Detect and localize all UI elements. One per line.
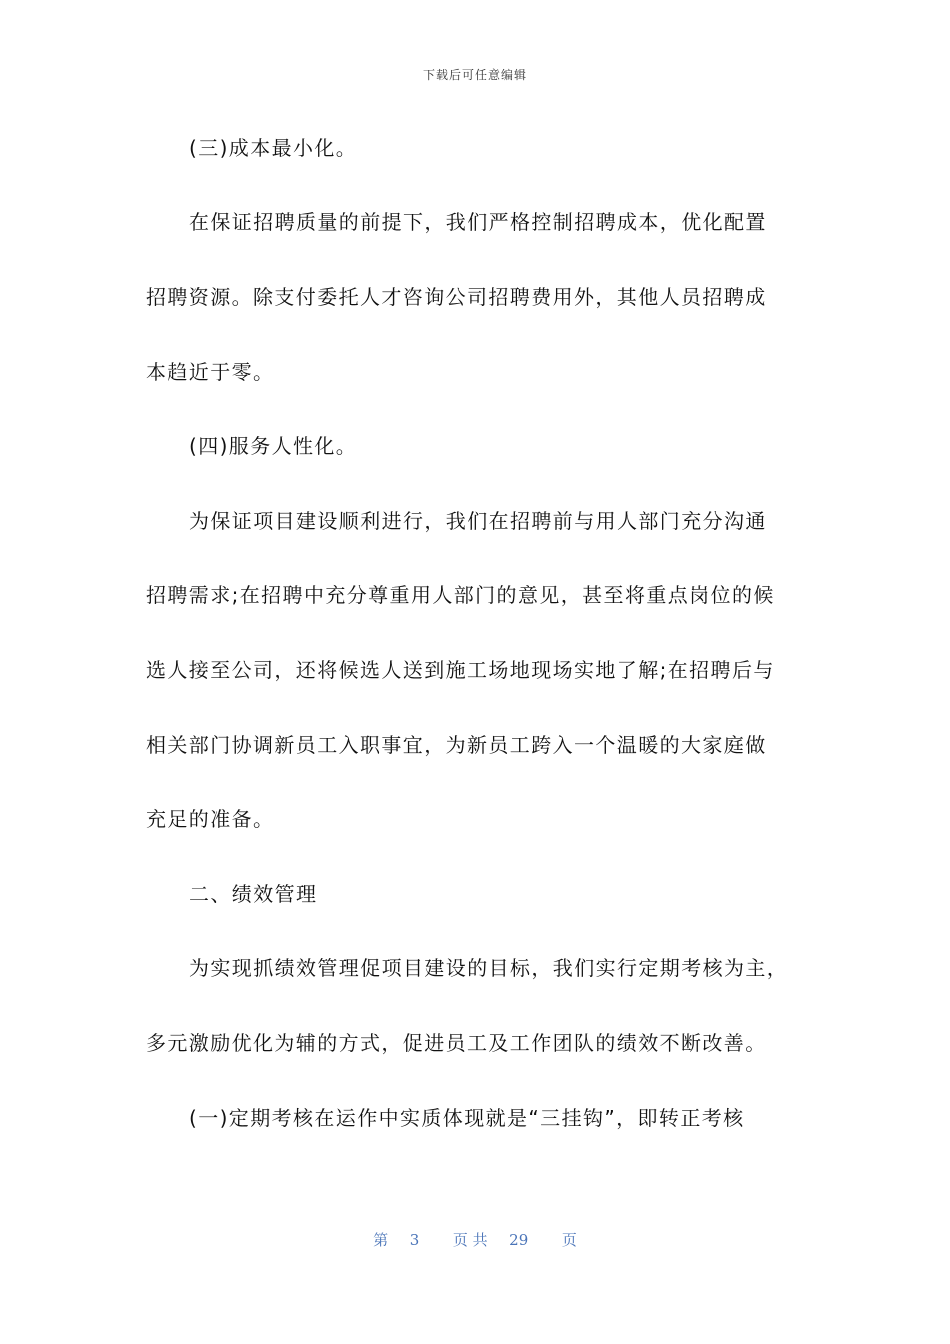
section-heading-cost: (三)成本最小化。 (189, 136, 358, 160)
section-heading-performance: 二、绩效管理 (189, 882, 318, 906)
current-page-number: 3 (409, 1231, 420, 1249)
paragraph-line: 招聘资源。除支付委托人才咨询公司招聘费用外，其他人员招聘成 (146, 285, 767, 309)
footer-prefix: 第 (373, 1231, 389, 1249)
paragraph-line: 为保证项目建设顺利进行，我们在招聘前与用人部门充分沟通 (189, 509, 767, 533)
paragraph-line: 选人接至公司，还将候选人送到施工场地现场实地了解;在招聘后与 (146, 658, 775, 682)
paragraph-line: 招聘需求;在招聘中充分尊重用人部门的意见，甚至将重点岗位的候 (146, 583, 775, 607)
footer-suffix: 页 (561, 1231, 577, 1249)
page-footer (0, 1229, 950, 1250)
paragraph-line: 多元激励优化为辅的方式，促进员工及工作团队的绩效不断改善。 (146, 1031, 767, 1055)
total-pages-number: 29 (509, 1231, 529, 1249)
paragraph-line: 相关部门协调新员工入职事宜，为新员工跨入一个温暖的大家庭做 (146, 733, 767, 757)
paragraph-line: 本趋近于零。 (146, 360, 275, 384)
paragraph-line: (一)定期考核在运作中实质体现就是“三挂钩”，即转正考核 (189, 1106, 745, 1130)
paragraph-line: 为实现抓绩效管理促项目建设的目标，我们实行定期考核为主， (189, 956, 789, 980)
footer-middle: 页 共 (452, 1231, 488, 1249)
paragraph-line: 在保证招聘质量的前提下，我们严格控制招聘成本，优化配置 (189, 210, 767, 234)
paragraph-line: 充足的准备。 (146, 807, 275, 831)
page-header: 下载后可任意编辑 (422, 68, 527, 82)
section-heading-service: (四)服务人性化。 (189, 434, 358, 458)
